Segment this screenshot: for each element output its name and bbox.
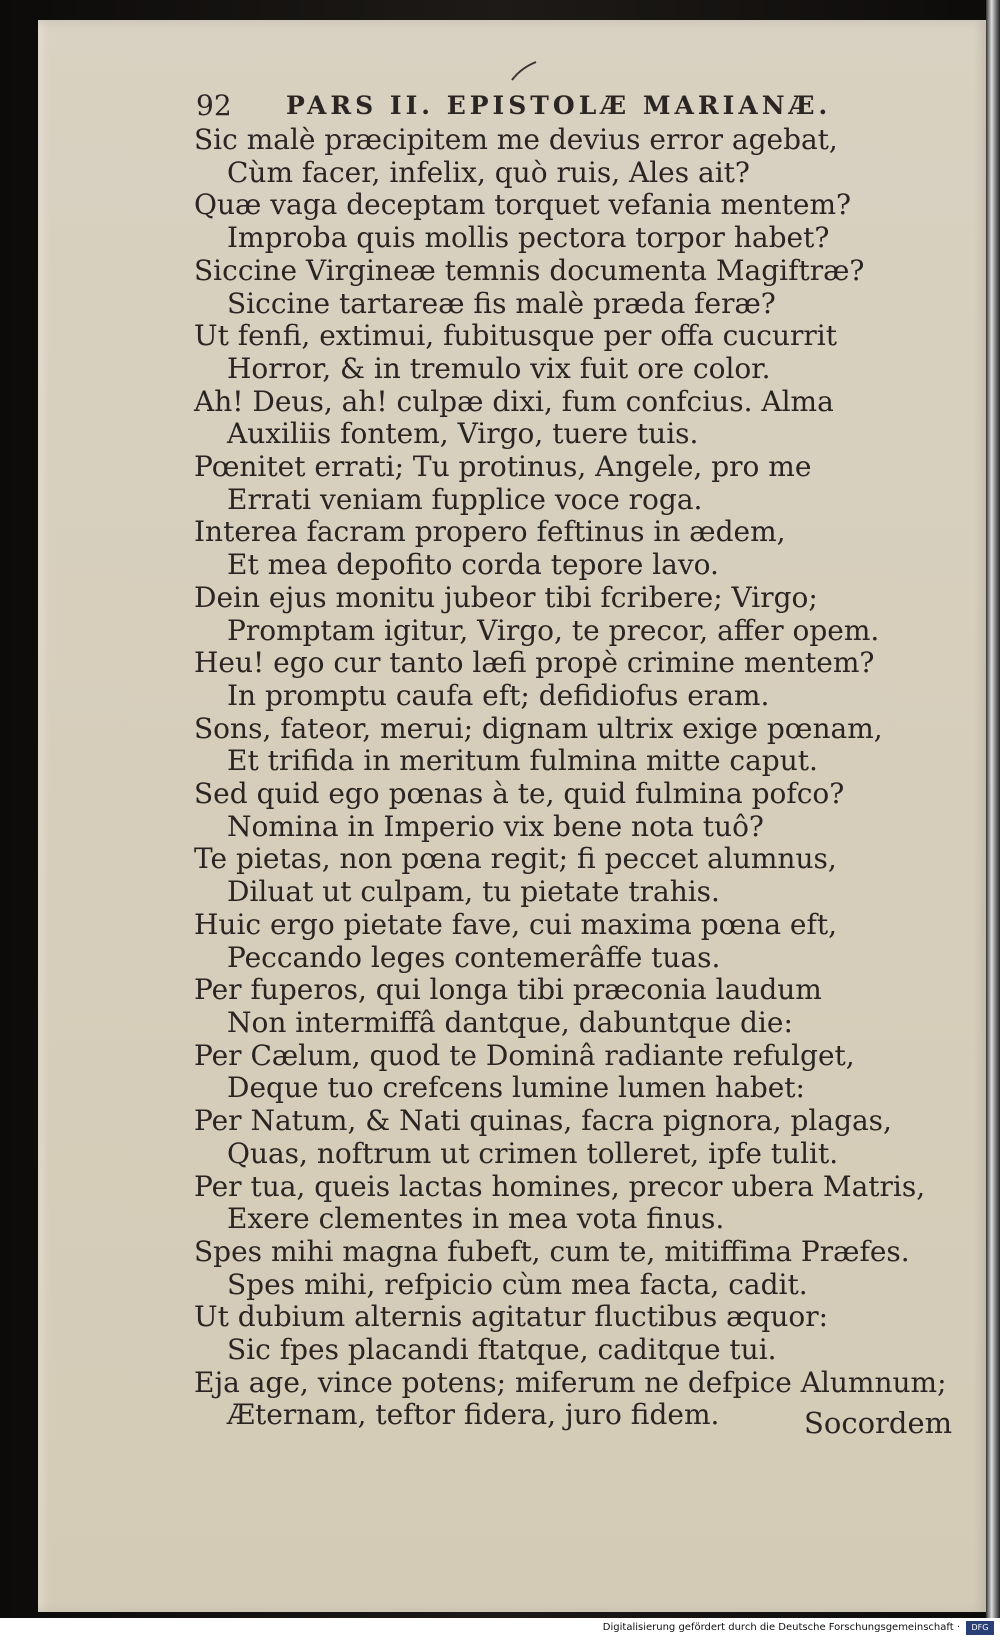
poem-line: Ut fenfi, extimui, fubitusque per offa cucurrit bbox=[194, 319, 837, 353]
poem-line: Eja age, vince potens; miferum ne defpice Alumnum; bbox=[194, 1365, 947, 1399]
poem-line: Siccine tartareæ fis malè præda feræ? bbox=[227, 286, 776, 320]
poem-line: Et trifida in meritum fulmina mitte caput. bbox=[227, 744, 818, 778]
running-head: PARS II. EPISTOLÆ MARIANÆ. bbox=[286, 91, 832, 120]
poem-text bbox=[194, 124, 954, 1432]
poem-line: Interea facram propero feftinus in ædem, bbox=[194, 515, 786, 549]
poem-line: Sic malè præcipitem me devius error agebat, bbox=[194, 123, 838, 156]
page-number: 92 bbox=[196, 89, 232, 122]
poem-line: Ut dubium alternis agitatur fluctibus æquor: bbox=[194, 1300, 829, 1334]
poem-line: Spes mihi magna fubeft, cum te, mitiffima Præfes. bbox=[194, 1234, 910, 1268]
poem-line: Pœnitet errati; Tu protinus, Angele, pro me bbox=[194, 450, 812, 484]
poem-line: Quas, noftrum ut crimen tolleret, ipfe tulit. bbox=[227, 1136, 839, 1170]
poem-line: In promptu caufa eft; defidiofus eram. bbox=[227, 678, 770, 712]
poem-line: Non intermiffâ dantque, dabuntque die: bbox=[227, 1005, 793, 1039]
poem-line: Sic fpes placandi ftatque, caditque tui. bbox=[227, 1333, 777, 1367]
poem-line: Cùm facer, infelix, quò ruis, Ales ait? bbox=[227, 155, 750, 189]
poem-line: Quæ vaga deceptam torquet vefania mentem? bbox=[194, 188, 852, 222]
poem-line: Huic ergo pietate fave, cui maxima pœna eft, bbox=[194, 907, 838, 941]
poem-line: Æternam, teftor fidera, juro fidem. bbox=[227, 1398, 720, 1432]
digitization-footer bbox=[0, 1618, 1000, 1640]
poem-line: Sed quid ego pœnas à te, quid fulmina pofco? bbox=[194, 777, 845, 811]
page-header bbox=[158, 88, 858, 128]
pencil-mark bbox=[510, 58, 540, 82]
poem-line: Et mea depofito corda tepore lavo. bbox=[227, 548, 719, 582]
poem-line: Per Cælum, quod te Dominâ radiante refulget, bbox=[194, 1038, 855, 1072]
poem-line: Heu! ego cur tanto læfi propè crimine mentem? bbox=[194, 646, 875, 680]
page-edge bbox=[986, 0, 1000, 1640]
funding-credit: Digitalisierung gefördert durch die Deutsche Forschungsgemeinschaft · bbox=[602, 1622, 960, 1633]
poem-line: Dein ejus monitu jubeor tibi fcribere; Virgo; bbox=[194, 580, 818, 614]
poem-line: Horror, & in tremulo vix fuit ore color. bbox=[227, 351, 771, 385]
poem-line: Per Natum, & Nati quinas, facra pignora, plagas, bbox=[194, 1104, 892, 1138]
poem-line: Peccando leges contemerâffe tuas. bbox=[227, 940, 721, 974]
poem-line: Spes mihi, refpicio cùm mea facta, cadit. bbox=[227, 1267, 808, 1301]
catchword: Socordem bbox=[804, 1406, 953, 1440]
poem-line: Exere clementes in mea vota finus. bbox=[227, 1202, 725, 1236]
poem-line: Deque tuo crefcens lumine lumen habet: bbox=[227, 1071, 805, 1105]
poem-line: Te pietas, non pœna regit; fi peccet alumnus, bbox=[194, 842, 837, 876]
poem-line: Improba quis mollis pectora torpor habet? bbox=[227, 221, 830, 255]
poem-line: Nomina in Imperio vix bene nota tuô? bbox=[227, 809, 764, 843]
poem-line: Promptam igitur, Virgo, te precor, affer opem. bbox=[227, 613, 880, 647]
poem-line: Auxiliis fontem, Virgo, tuere tuis. bbox=[227, 417, 699, 451]
poem-line: Per fuperos, qui longa tibi præconia laudum bbox=[194, 973, 822, 1007]
poem-line: Ah! Deus, ah! culpæ dixi, fum confcius. Alma bbox=[194, 384, 834, 418]
dfg-logo: DFG bbox=[966, 1621, 994, 1635]
poem-line: Per tua, queis lactas homines, precor ubera Matris, bbox=[194, 1169, 926, 1203]
poem-line: Siccine Virgineæ temnis documenta Magiftræ? bbox=[194, 253, 865, 287]
poem-line: Diluat ut culpam, tu pietate trahis. bbox=[227, 875, 720, 909]
poem-line: Sons, fateor, merui; dignam ultrix exige pœnam, bbox=[194, 711, 883, 745]
poem-line: Errati veniam fupplice voce roga. bbox=[227, 482, 703, 516]
